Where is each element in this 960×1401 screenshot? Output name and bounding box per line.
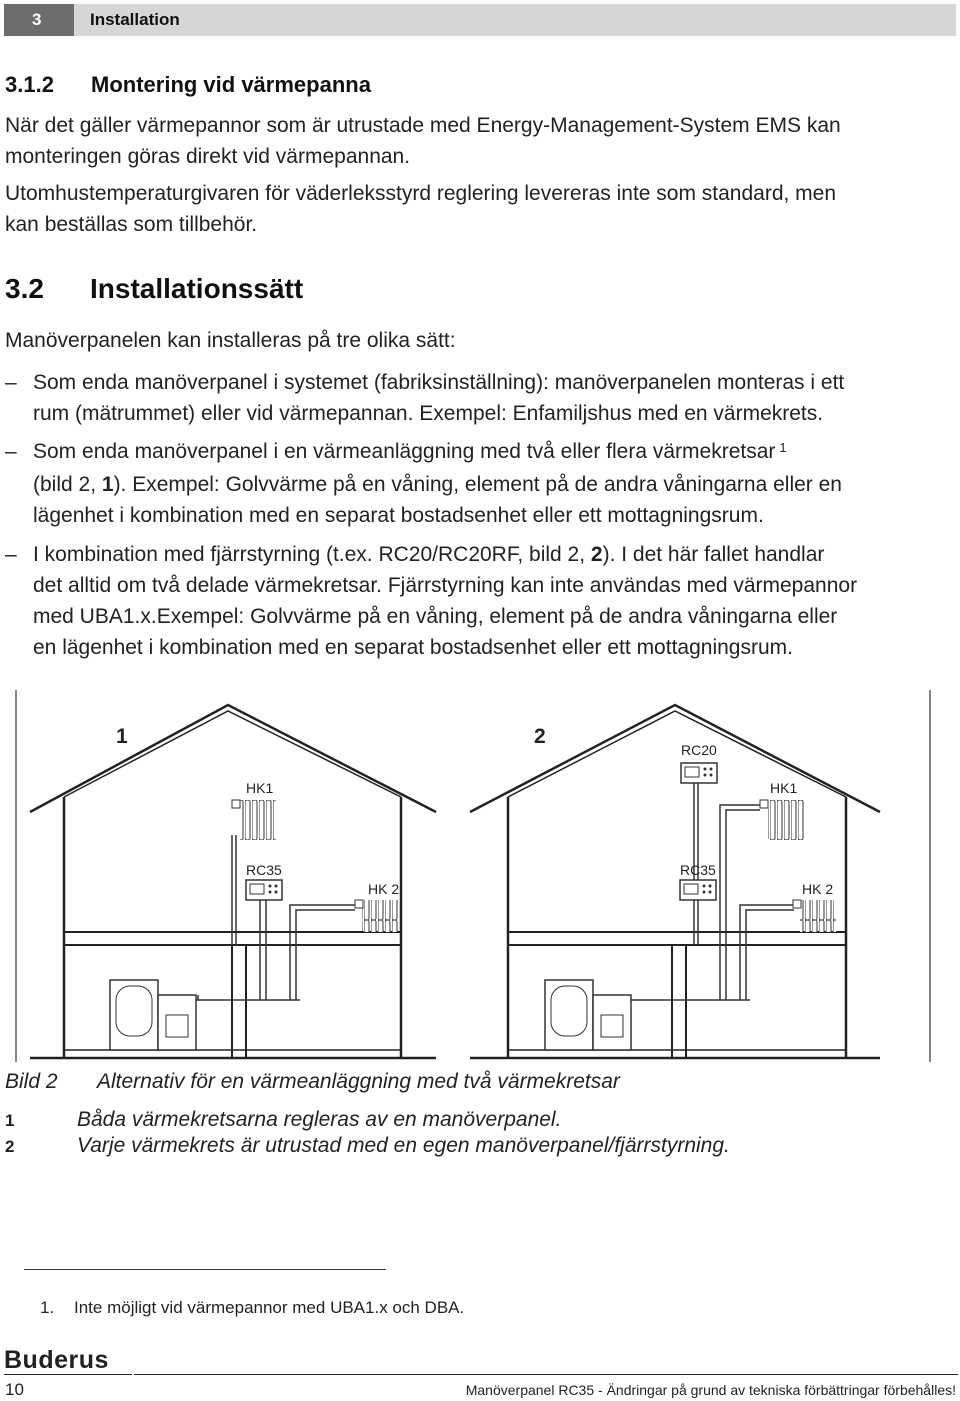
- text-line: [33, 436, 955, 469]
- legend-item-2: [5, 1134, 730, 1158]
- text-line: en lägenhet i kombination med en separat bostadsenhet eller ett mottagningsrum.: [33, 636, 793, 659]
- bullet-dash: –: [5, 543, 17, 566]
- text-line: Utomhustemperaturgivaren för väderleksstyrd reglering levereras inte som standard, men: [5, 182, 837, 205]
- text-line: [33, 469, 955, 500]
- legend-number: 1: [5, 1111, 15, 1130]
- bullet-item-3: [5, 539, 955, 663]
- bullet-dash: –: [5, 440, 17, 463]
- page-number: 10: [5, 1380, 24, 1399]
- chapter-title: Installation: [90, 10, 180, 29]
- text-span: Som enda manöverpanel i en värmeanläggning med två eller flera värmekretsar: [33, 440, 776, 463]
- bullet-dash: –: [5, 371, 17, 394]
- footnote-number: 1.: [40, 1298, 55, 1317]
- text-line: kan beställas som tillbehör.: [5, 213, 258, 236]
- footnote-ref[interactable]: 1: [779, 440, 787, 455]
- section-heading-312: [5, 72, 371, 98]
- text-line: det alltid om två delade värmekretsar. Fjärrstyrning kan inte användas med värmepannor: [33, 574, 858, 597]
- footer-divider-left: [4, 1374, 132, 1375]
- legend-text: Varje värmekrets är utrustad med en egen manöverpanel/fjärrstyrning.: [77, 1134, 730, 1157]
- label-hk2-house1: HK 2: [368, 881, 400, 897]
- bullet-item-1: [5, 367, 955, 429]
- text-line: rum (mätrummet) eller vid värmepannan. Exempel: Enfamiljshus med en värmekrets.: [33, 402, 824, 425]
- caption-text: Alternativ för en värmeanläggning med två värmekretsar: [97, 1070, 620, 1093]
- label-hk2-house2: HK 2: [802, 881, 834, 897]
- text-line: monteringen göras direkt vid värmepannan.: [5, 145, 411, 168]
- house-1-number: 1: [116, 725, 128, 748]
- footer-divider: [134, 1374, 958, 1375]
- section-number: 3.1.2: [5, 72, 54, 97]
- label-rc35-house2: RC35: [680, 862, 716, 878]
- figure-ref: 1: [101, 473, 114, 496]
- text-span: ). Exempel: Golvvärme på en våning, element på de andra våningarna eller en: [113, 473, 842, 496]
- section-heading-32: [5, 273, 303, 305]
- section-title: Montering vid värmepanna: [91, 72, 371, 97]
- text-line: När det gäller värmepannor som är utrustade med Energy-Management-System EMS kan: [5, 114, 841, 137]
- house-2-number: 2: [534, 725, 546, 748]
- intro-paragraph: Manöverpanelen kan installeras på tre olika sätt:: [5, 329, 456, 352]
- label-rc20-house2: RC20: [681, 742, 717, 758]
- label-hk1-house2: HK1: [770, 780, 798, 796]
- figure-ref: 2: [590, 543, 603, 566]
- caption-label: Bild 2: [5, 1070, 58, 1093]
- figure-caption: [5, 1070, 620, 1094]
- paragraph-outdoor-sensor: [5, 178, 955, 240]
- footnote: [40, 1298, 464, 1318]
- text-span: I kombination med fjärrstyrning (t.ex. RC20/RC20RF, bild 2,: [33, 543, 591, 566]
- footnote-divider: [24, 1269, 386, 1270]
- footer-text: Manöverpanel RC35 - Ändringar på grund av tekniska förbättringar förbehålles!: [465, 1382, 956, 1398]
- bullet-item-2: [5, 436, 955, 531]
- footnote-text: Inte möjligt vid värmepannor med UBA1.x och DBA.: [74, 1298, 465, 1317]
- paragraph-ems: [5, 110, 955, 172]
- legend-number: 2: [5, 1137, 15, 1156]
- text-line: med UBA1.x.Exempel: Golvvärme på en våning, element på de andra våningarna eller: [33, 605, 838, 628]
- legend-item-1: [5, 1108, 561, 1132]
- chapter-number: 3: [4, 4, 74, 36]
- text-line: Som enda manöverpanel i systemet (fabriksinställning): manöverpanelen monteras i ett: [33, 371, 845, 394]
- buderus-logo: Buderus: [4, 1346, 109, 1374]
- text-line: [33, 539, 955, 570]
- section-number: 3.2: [5, 273, 44, 304]
- section-title: Installationssätt: [90, 273, 304, 304]
- label-hk1-house1: HK1: [246, 780, 274, 796]
- label-rc35-house1: RC35: [246, 862, 282, 878]
- figure-house-diagrams: [0, 688, 960, 1063]
- text-span: (bild 2,: [33, 473, 102, 496]
- text-line: lägenhet i kombination med en separat bostadsenhet eller ett mottagningsrum.: [33, 504, 764, 527]
- legend-text: Båda värmekretsarna regleras av en manöverpanel.: [77, 1108, 562, 1131]
- text-span: ). I det här fallet handlar: [602, 543, 825, 566]
